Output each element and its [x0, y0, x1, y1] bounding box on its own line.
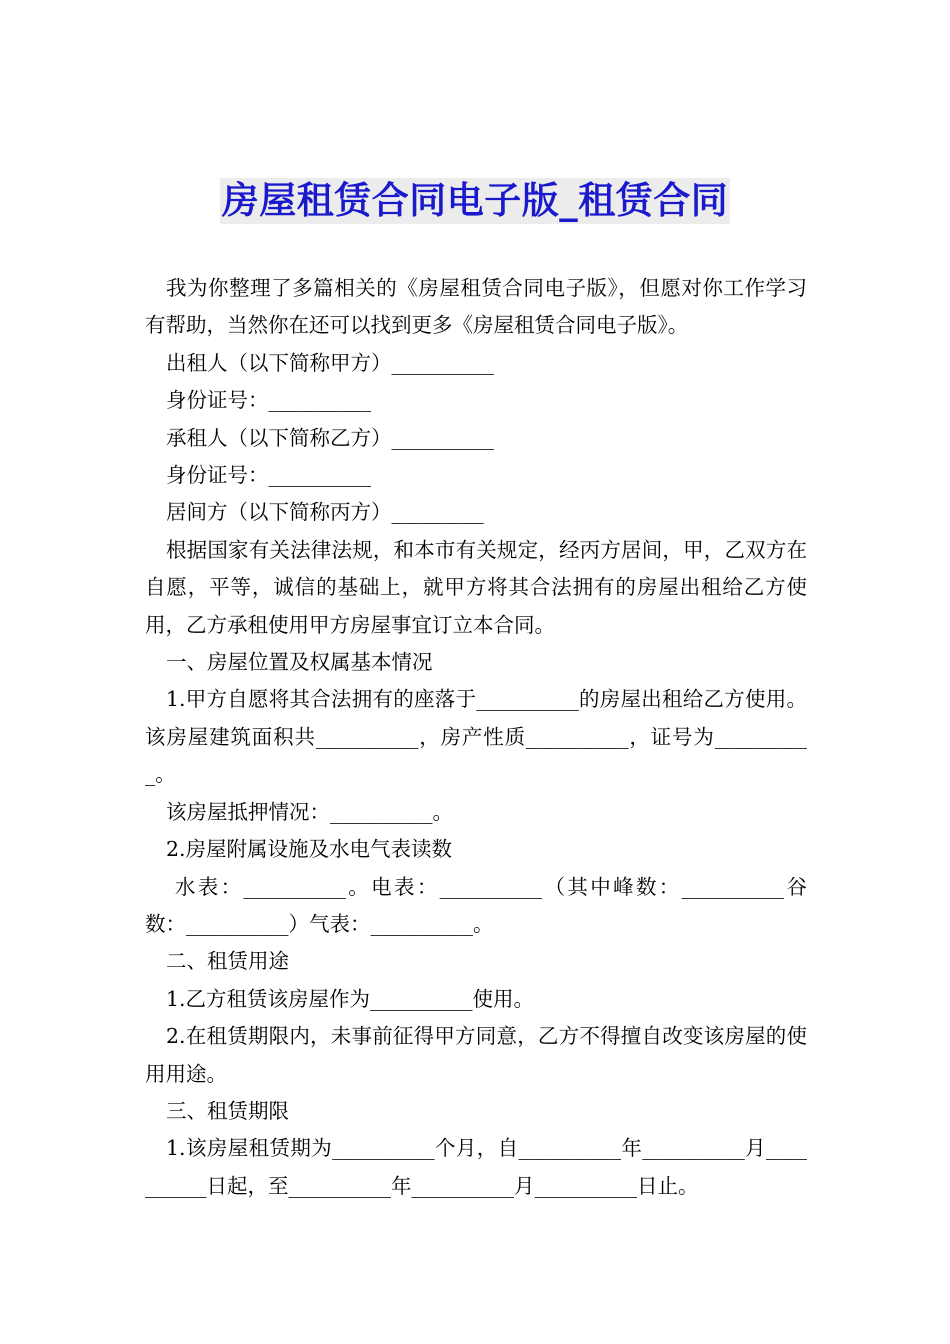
document-body — [145, 270, 807, 1205]
lessor-line: 出租人（以下简称甲方）__________ — [166, 350, 494, 375]
clause-2-1: 1.乙方租赁该房屋作为__________使用。 — [166, 986, 535, 1011]
section-3-heading: 三、租赁期限 — [166, 1098, 289, 1123]
clause-3-1: 1.该房屋租赁期为__________个月，自__________年__________月__________日起，至__________年__________月__________日止。 — [145, 1136, 807, 1198]
lessor-id-line: 身份证号：__________ — [166, 388, 371, 413]
section-1-heading: 一、房屋位置及权属基本情况 — [166, 650, 433, 675]
lessee-line: 承租人（以下简称乙方）__________ — [166, 425, 494, 450]
document-title: 房屋租赁合同电子版_租赁合同 — [221, 179, 729, 222]
preamble-paragraph: 根据国家有关法律法规，和本市有关规定，经丙方居间，甲，乙双方在自愿，平等，诚信的基础上，就甲方将其合法拥有的房屋出租给乙方使用，乙方承租使用甲方房屋事宜订立本合同。 — [145, 537, 807, 637]
mortgage-line: 该房屋抵押情况：__________。 — [166, 799, 453, 824]
section-2-heading: 二、租赁用途 — [166, 949, 289, 974]
meter-readings: 水表：__________。电表：__________（其中峰数：__________谷数：__________）气表：__________。 — [145, 874, 807, 936]
clause-1-1: 1.甲方自愿将其合法拥有的座落于__________的房屋出租给乙方使用。该房屋建筑面积共__________，房产性质__________，证号为__________。 — [145, 687, 807, 787]
title-container — [0, 178, 950, 224]
clause-2-2: 2.在租赁期限内，未事前征得甲方同意，乙方不得擅自改变该房屋的使用用途。 — [145, 1024, 807, 1086]
broker-line: 居间方（以下简称丙方）_________ — [166, 500, 484, 525]
intro-paragraph: 我为你整理了多篇相关的《房屋租赁合同电子版》，但愿对你工作学习有帮助，当然你在还可以找到更多《房屋租赁合同电子版》。 — [145, 276, 807, 338]
lessee-id-line: 身份证号：__________ — [166, 463, 371, 488]
clause-1-2: 2.房屋附属设施及水电气表读数 — [166, 837, 453, 862]
